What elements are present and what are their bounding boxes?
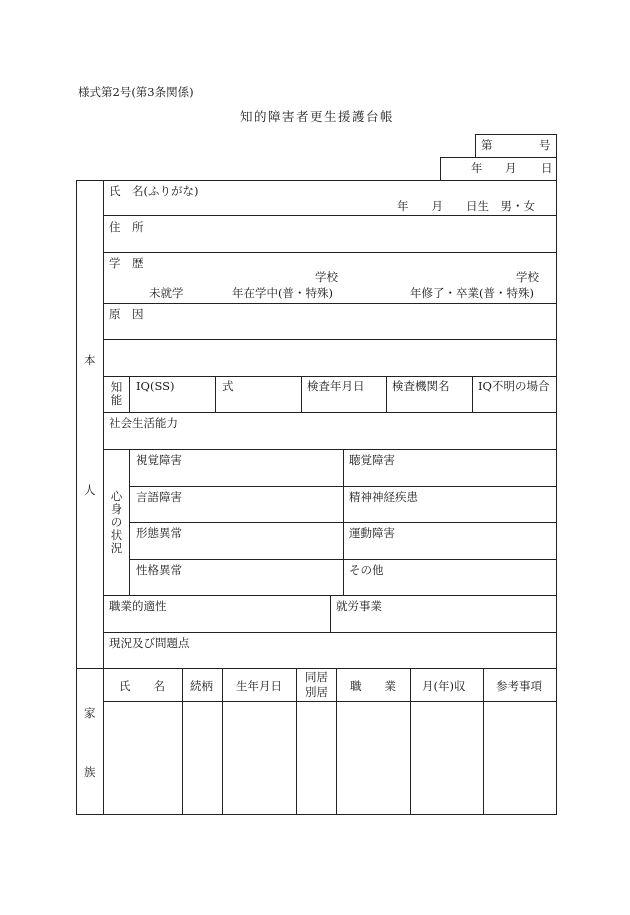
row-line-family-header	[103, 701, 556, 702]
family-col-2	[222, 668, 223, 814]
number-dai-label: 第	[481, 138, 493, 152]
number-box-right-line	[556, 134, 557, 180]
page-title: 知的障害者更生援護台帳	[240, 109, 395, 124]
family-col-6	[483, 668, 484, 814]
motor-impairment-label: 運動障害	[349, 526, 395, 540]
iq-unknown-label: IQ不明の場合	[478, 379, 550, 393]
mind-center-divider	[343, 449, 344, 595]
personality-abnormality-label: 性格異常	[136, 563, 182, 577]
birth-sex-text: 年 月 日生 男・女	[397, 199, 535, 213]
side-column-divider	[103, 180, 104, 814]
number-box-mid-line	[440, 157, 557, 158]
intel-side-label: 知能	[110, 380, 123, 407]
number-box-left-line	[475, 134, 476, 157]
number-box-top-line	[475, 134, 557, 135]
row-line-vocational	[103, 632, 556, 633]
row-line-address	[103, 252, 556, 253]
side-label-nin: 人	[84, 483, 96, 497]
completed-text: 年修了・卒業(普・特殊)	[410, 286, 534, 300]
intel-col-2	[215, 376, 216, 412]
row-line-name	[103, 215, 556, 216]
date-month-label: 月	[505, 161, 517, 175]
family-col-1	[182, 668, 183, 814]
row-line-cause	[103, 339, 556, 340]
enrolled-text: 年在学中(普・特殊)	[232, 286, 333, 300]
row-line-blank	[103, 376, 556, 377]
social-ability-label: 社会生活能力	[109, 416, 178, 430]
row-line-education	[103, 303, 556, 304]
intel-col-1	[129, 376, 130, 412]
family-col-5	[410, 668, 411, 814]
employment-program-label: 就労事業	[336, 599, 382, 613]
table-right-border	[556, 180, 557, 814]
visual-impairment-label: 視覚障害	[136, 453, 182, 467]
number-go-label: 号	[539, 138, 551, 152]
form-reference: 様式第2号(第3条関係)	[78, 85, 194, 99]
family-col-relation: 続柄	[190, 679, 213, 693]
mind-body-side-label: 心身の状況	[110, 489, 123, 555]
family-col-3	[296, 668, 297, 814]
date-year-label: 年	[471, 161, 483, 175]
not-enrolled-text: 未就学	[149, 286, 184, 300]
intel-col-5	[472, 376, 473, 412]
address-label: 住 所	[109, 220, 144, 234]
test-date-label: 検査年月日	[307, 379, 365, 393]
side-label-hon: 本	[84, 353, 96, 367]
intel-col-3	[301, 376, 302, 412]
other-label: その他	[349, 563, 384, 577]
date-box-left-line	[440, 157, 441, 180]
family-col-birth: 生年月日	[236, 679, 282, 693]
formula-label: 式	[222, 379, 234, 393]
side-label-ka: 家	[84, 706, 96, 720]
table-top-border	[76, 180, 557, 181]
family-col-income: 月(年)収	[422, 679, 466, 693]
family-col-job: 職 業	[350, 679, 396, 693]
row-line-intel	[103, 412, 556, 413]
name-label: 氏 名(ふりがな)	[109, 184, 199, 198]
row-line-social	[103, 449, 556, 450]
current-status-label: 現況及び問題点	[109, 636, 190, 650]
table-bottom-border	[76, 814, 557, 815]
hearing-impairment-label: 聴覚障害	[349, 453, 395, 467]
vocational-divider	[330, 595, 331, 632]
test-org-label: 検査機関名	[392, 379, 450, 393]
family-col-name: 氏 名	[119, 679, 165, 693]
vocational-aptitude-label: 職業的適性	[109, 599, 167, 613]
neuro-disorder-label: 精神神経疾患	[349, 490, 418, 504]
family-col-cohab-top: 同居	[305, 670, 328, 684]
intel-col-4	[386, 376, 387, 412]
date-day-label: 日	[541, 161, 553, 175]
school-label-1: 学校	[315, 270, 338, 284]
form-abnormality-label: 形態異常	[136, 526, 182, 540]
table-left-border	[76, 180, 77, 814]
family-col-notes: 参考事項	[496, 679, 542, 693]
speech-impairment-label: 言語障害	[136, 490, 182, 504]
mind-side-divider	[129, 449, 130, 595]
school-label-2: 学校	[516, 270, 539, 284]
side-label-zoku: 族	[84, 765, 96, 779]
education-label: 学 歴	[109, 256, 144, 270]
row-line-person-end	[76, 668, 557, 669]
family-col-cohab-bottom: 別居	[305, 685, 328, 699]
family-col-4	[336, 668, 337, 814]
cause-label: 原 因	[109, 307, 144, 321]
iq-ss-label: IQ(SS)	[136, 379, 175, 393]
